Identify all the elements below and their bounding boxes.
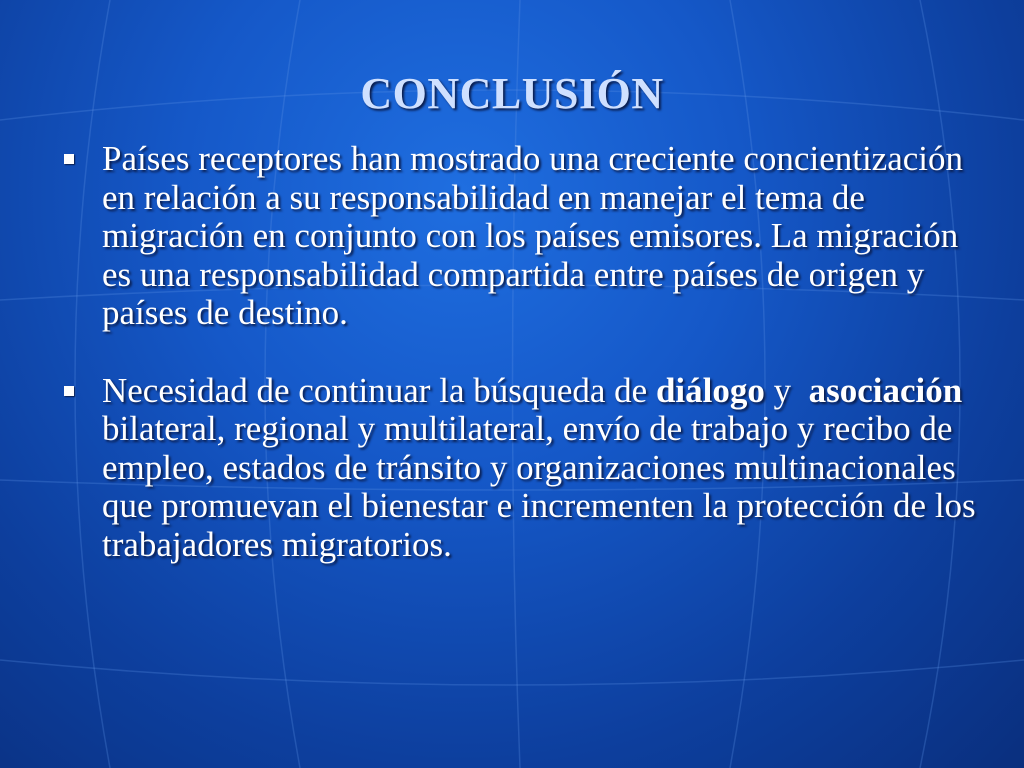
bullet-item: [58, 140, 978, 333]
bullet-text: Países receptores han mostrado una creciente concientización en relación a su responsabilidad en manejar el tema de migración en conjunto con los países emisores. La migración es una responsabilidad compartida entre países de origen y países de destino.: [102, 139, 964, 332]
bullet-text-segment: Necesidad de continuar la búsqueda de: [102, 370, 656, 410]
slide-title: CONCLUSIÓN: [360, 69, 664, 118]
bullet-list: [58, 140, 978, 564]
square-bullet-icon: [64, 386, 74, 396]
bullet-text-segment: y: [764, 370, 809, 410]
bullet-item: [58, 372, 978, 565]
emphasis-asociacion: asociación: [808, 370, 963, 410]
emphasis-dialogo: diálogo: [655, 370, 765, 410]
bullet-text-segment: bilateral, regional y multilateral, envío de trabajo y recibo de empleo, estados de tránsito y organizaciones multinacionales que promuevan el bienestar e incrementen la protección de los trabajadores migratorios.: [102, 409, 976, 564]
square-bullet-icon: [64, 154, 74, 164]
bullet-text: [102, 371, 976, 564]
